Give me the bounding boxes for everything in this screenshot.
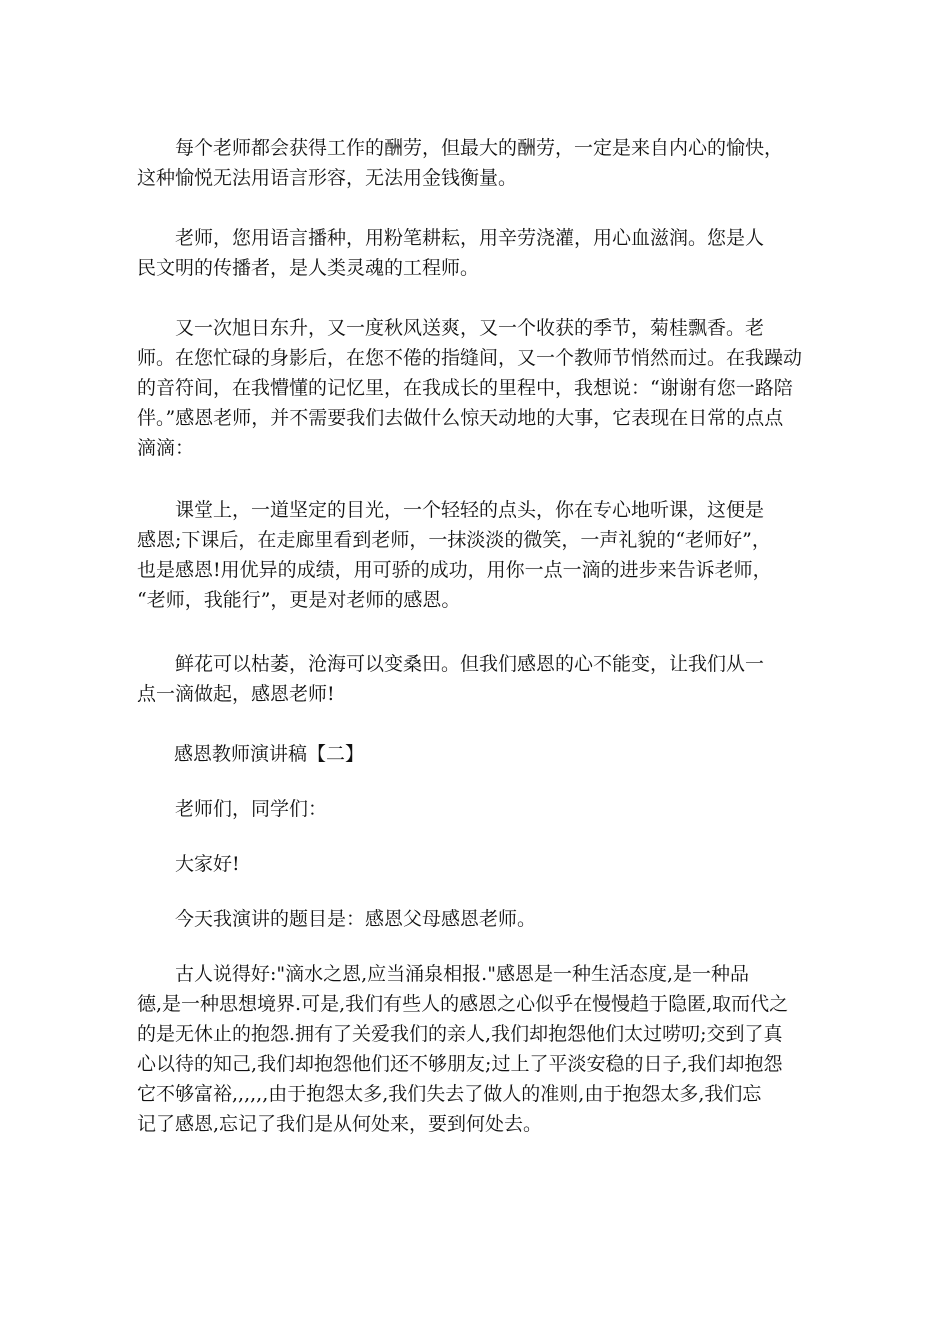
text-line: 鲜花可以枯萎，沧海可以变桑田。但我们感恩的心不能变，让我们从一 (137, 653, 765, 675)
text-line: 心以待的知己,我们却抱怨他们还不够朋友;过上了平淡安稳的日子,我们却抱怨 (137, 1053, 783, 1075)
paragraph-classroom-gratitude (137, 495, 817, 615)
text-line: 老师们，同学们： (137, 798, 328, 820)
paragraph-teachers-day (137, 313, 817, 463)
text-line: 课堂上，一道坚定的目光，一个轻轻的点头，你在专心地听课，这便是 (137, 499, 765, 521)
paragraph-teacher-reward (137, 133, 817, 193)
paragraph-greeting-all (137, 849, 817, 879)
paragraph-topic (137, 904, 817, 934)
text-line: 今天我演讲的题目是：感恩父母感恩老师。 (137, 908, 537, 930)
text-line: 每个老师都会获得工作的酬劳，但最大的酬劳，一定是来自内心的愉快， (137, 137, 784, 159)
text-line: 点一滴做起，感恩老师! (137, 683, 335, 705)
text-line: 民文明的传播者，是人类灵魂的工程师。 (137, 257, 480, 279)
section-heading: 感恩教师演讲稿【二】 (174, 743, 365, 765)
text-line: 老师，您用语言播种，用粉笔耕耘，用辛劳浇灌，用心血滋润。您是人 (137, 227, 765, 249)
text-line: 这种愉悦无法用语言形容，无法用金钱衡量。 (137, 167, 518, 189)
text-line: 感恩;下课后，在走廊里看到老师，一抹淡淡的微笑，一声礼貌的“老师好”， (137, 529, 771, 551)
paragraph-greeting-teachers (137, 794, 817, 824)
text-line: 伴。”感恩老师，并不需要我们去做什么惊天动地的大事，它表现在日常的点点 (137, 407, 784, 429)
text-line: 师。在您忙碌的身影后，在您不倦的指缝间，又一个教师节悄然而过。在我躁动 (137, 347, 803, 369)
paragraph-flowers (137, 649, 817, 709)
text-line: 又一次旭日东升，又一度秋风送爽，又一个收获的季节，菊桂飘香。老 (137, 317, 765, 339)
text-line: 记了感恩,忘记了我们是从何处来，要到何处去。 (137, 1113, 543, 1135)
text-line: 德,是一种思想境界.可是,我们有些人的感恩之心似乎在慢慢趋于隐匿,取而代之 (137, 993, 789, 1015)
text-line: 的音符间，在我懵懂的记忆里，在我成长的里程中，我想说：“谢谢有您一路陪 (137, 377, 793, 399)
text-line: 的是无休止的抱怨.拥有了关爱我们的亲人,我们却抱怨他们太过唠叨;交到了真 (137, 1023, 783, 1045)
text-line: 古人说得好:"滴水之恩,应当涌泉相报."感恩是一种生活态度,是一种品 (137, 963, 750, 985)
paragraph-teacher-sowing (137, 223, 817, 283)
text-line: “老师，我能行”，更是对老师的感恩。 (137, 589, 461, 611)
paragraph-ancient-saying (137, 959, 817, 1139)
text-line: 滴滴： (137, 437, 195, 459)
text-line: 大家好! (137, 853, 240, 875)
text-line: 它不够富裕,,,,,,由于抱怨太多,我们失去了做人的准则,由于抱怨太多,我们忘 (137, 1083, 762, 1105)
text-line: 也是感恩!用优异的成绩，用可骄的成功，用你一点一滴的进步来告诉老师， (137, 559, 772, 581)
